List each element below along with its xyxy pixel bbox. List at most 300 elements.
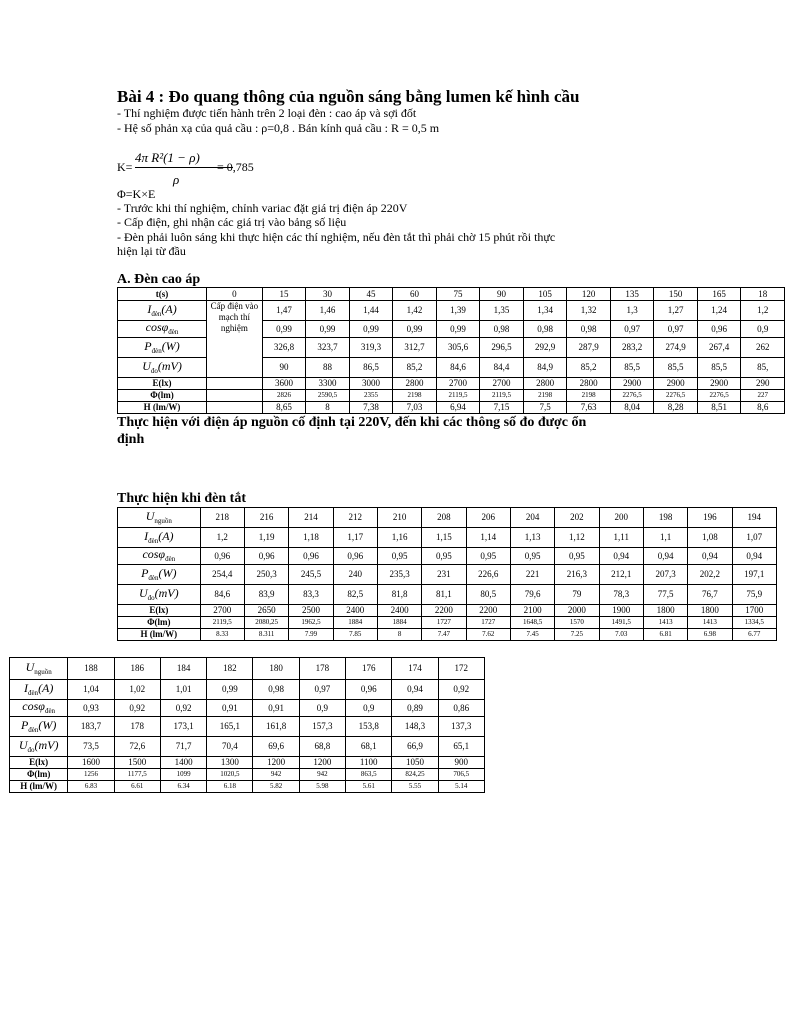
table-cell: 250,3 xyxy=(244,565,288,585)
header-label: $U_{nguồn}$ xyxy=(118,508,201,528)
table-row xyxy=(10,700,485,717)
table-cell: 85,5 xyxy=(610,358,654,378)
table-cell: 1648,5 xyxy=(510,617,554,629)
table-cell: 1,02 xyxy=(114,680,160,700)
table-cell: 2119,5 xyxy=(200,617,244,629)
table-cell: 312,7 xyxy=(393,338,437,358)
table-row xyxy=(118,629,777,641)
table-cell: 0,99 xyxy=(393,321,437,338)
table-cell: 0,86 xyxy=(438,700,484,717)
table-cell: 0,9 xyxy=(741,321,785,338)
table-cell: 1,3 xyxy=(610,301,654,321)
instruction-1: - Trước khi thí nghiệm, chỉnh variac đặt giá trị điện áp 220V xyxy=(117,201,408,215)
table-cell: 1,11 xyxy=(599,528,643,548)
row-label: $U_{đo}(mV)$ xyxy=(10,737,68,757)
section-a-heading: A. Đèn cao áp xyxy=(117,272,201,287)
row-label: E(lx) xyxy=(118,378,207,390)
table-cell: 0,98 xyxy=(480,321,524,338)
header-cell: 218 xyxy=(200,508,244,528)
header-cell: 135 xyxy=(610,288,654,301)
table-cell: 2500 xyxy=(289,605,333,617)
table-cell: 1884 xyxy=(333,617,377,629)
page-title: Bài 4 : Đo quang thông của nguồn sáng bằng lumen kế hình cầu xyxy=(117,87,580,106)
header-cell: 194 xyxy=(732,508,776,528)
table-cell: 1177,5 xyxy=(114,769,160,781)
header-cell: 196 xyxy=(688,508,732,528)
table-cell: 0,95 xyxy=(422,548,466,565)
table-cell: 1900 xyxy=(599,605,643,617)
table-cell: 0,94 xyxy=(599,548,643,565)
table-cell: 942 xyxy=(299,769,345,781)
table-cell: 0,91 xyxy=(207,700,253,717)
header-label: t(s) xyxy=(118,288,207,301)
table-cell: 1200 xyxy=(299,757,345,769)
table-cell: 183,7 xyxy=(68,717,114,737)
table-cell: 1099 xyxy=(160,769,206,781)
table-cell: 283,2 xyxy=(610,338,654,358)
table-cell: 2355 xyxy=(349,390,393,402)
table-cell: 85,2 xyxy=(567,358,611,378)
table-cell: 85,2 xyxy=(393,358,437,378)
table-cell: 1413 xyxy=(643,617,687,629)
formula-k xyxy=(117,150,317,190)
table-cell: 1,07 xyxy=(732,528,776,548)
table-cell: 5.98 xyxy=(299,781,345,793)
table-cell: 197,1 xyxy=(732,565,776,585)
table-cell: 0,95 xyxy=(510,548,554,565)
table-cell: 84,4 xyxy=(480,358,524,378)
table-cell: 1962,5 xyxy=(289,617,333,629)
table-cell: 226,6 xyxy=(466,565,510,585)
table-cell: 2276,5 xyxy=(654,390,698,402)
table-row xyxy=(10,769,485,781)
table-row xyxy=(118,585,777,605)
row-label: $P_{đèn}(W)$ xyxy=(118,338,207,358)
table-cell: 1,08 xyxy=(688,528,732,548)
table-cell: 2400 xyxy=(377,605,421,617)
table-cell: 863,5 xyxy=(346,769,392,781)
table-cell: 2200 xyxy=(422,605,466,617)
table-cell: 2000 xyxy=(555,605,599,617)
table-cell: 6.81 xyxy=(643,629,687,641)
row-label: E(lx) xyxy=(118,605,201,617)
table-cell: 7.99 xyxy=(289,629,333,641)
table-cell: 90 xyxy=(262,358,306,378)
table-cell: 84,6 xyxy=(200,585,244,605)
formula-k-value: = 0,785 xyxy=(217,160,254,174)
table-cell: 305,6 xyxy=(436,338,480,358)
table-cell: 290 xyxy=(741,378,785,390)
header-cell: 180 xyxy=(253,658,299,680)
table-cell: 7.03 xyxy=(599,629,643,641)
table-cell: 1,39 xyxy=(436,301,480,321)
table-cell: 326,8 xyxy=(262,338,306,358)
row-label: cosφ$_{đèn}$ xyxy=(10,700,68,717)
table-cell: 2080,25 xyxy=(244,617,288,629)
table-cell: 0,92 xyxy=(438,680,484,700)
table-cell: 5.82 xyxy=(253,781,299,793)
header-cell: 182 xyxy=(207,658,253,680)
table-cell: 1800 xyxy=(643,605,687,617)
table-cell: 0,99 xyxy=(262,321,306,338)
table-cell: 6.34 xyxy=(160,781,206,793)
header-cell: 120 xyxy=(567,288,611,301)
table-cell: 82,5 xyxy=(333,585,377,605)
table-cell: 66,9 xyxy=(392,737,438,757)
row-label: cosφ$_{đèn}$ xyxy=(118,548,201,565)
table-row xyxy=(118,390,785,402)
row-label: $I_{đèn}(A)$ xyxy=(118,301,207,321)
header-cell: 45 xyxy=(349,288,393,301)
row-label: H (lm/W) xyxy=(10,781,68,793)
table-cell: 1,35 xyxy=(480,301,524,321)
table-cell: 1800 xyxy=(688,605,732,617)
table-cell: 2100 xyxy=(510,605,554,617)
table-cell: 78,3 xyxy=(599,585,643,605)
table-cell: 2400 xyxy=(333,605,377,617)
table-row xyxy=(118,617,777,629)
header-cell: 186 xyxy=(114,658,160,680)
table-cell: 942 xyxy=(253,769,299,781)
table-cell: 2119,5 xyxy=(436,390,480,402)
table-cell: 137,3 xyxy=(438,717,484,737)
table-row xyxy=(10,680,485,700)
row-label: $P_{đèn}(W)$ xyxy=(118,565,201,585)
table-cell: 2650 xyxy=(244,605,288,617)
table-cell: 6.77 xyxy=(732,629,776,641)
table-cell: 221 xyxy=(510,565,554,585)
table-cell: 1,12 xyxy=(555,528,599,548)
table-cell: 1400 xyxy=(160,757,206,769)
merged-note-cell: Cấp điện vào mạch thí nghiệm xyxy=(207,301,263,378)
table-cell: 0,98 xyxy=(253,680,299,700)
table-cell: 0,93 xyxy=(68,700,114,717)
table-cell: 1884 xyxy=(377,617,421,629)
table-cell: 0,99 xyxy=(306,321,350,338)
header-cell: 90 xyxy=(480,288,524,301)
table-cell: 207,3 xyxy=(643,565,687,585)
table-cell: 8.33 xyxy=(200,629,244,641)
table-cell: 231 xyxy=(422,565,466,585)
table-cell: 2276,5 xyxy=(610,390,654,402)
table-cell: 254,4 xyxy=(200,565,244,585)
table-cell: 1500 xyxy=(114,757,160,769)
table-cell: 7.62 xyxy=(466,629,510,641)
table-cell: 0,96 xyxy=(333,548,377,565)
table-cell: 2900 xyxy=(610,378,654,390)
table-cell: 1491,5 xyxy=(599,617,643,629)
table-cell: 2800 xyxy=(567,378,611,390)
table-cell: 157,3 xyxy=(299,717,345,737)
header-cell: 75 xyxy=(436,288,480,301)
table-cell: 0,97 xyxy=(299,680,345,700)
table-cell: 262 xyxy=(741,338,785,358)
header-cell: 200 xyxy=(599,508,643,528)
table-cell: 3600 xyxy=(262,378,306,390)
table-cell: 1,15 xyxy=(422,528,466,548)
table-cell: 178 xyxy=(114,717,160,737)
table-row xyxy=(118,605,777,617)
row-label: $I_{đèn}(A)$ xyxy=(10,680,68,700)
table-cell: 70,4 xyxy=(207,737,253,757)
table-cell: 75,9 xyxy=(732,585,776,605)
table-row xyxy=(118,301,785,321)
table-cell: 86,5 xyxy=(349,358,393,378)
table-cell: 68,1 xyxy=(346,737,392,757)
table-cell: 1,47 xyxy=(262,301,306,321)
header-cell: 210 xyxy=(377,508,421,528)
table-cell: 5.14 xyxy=(438,781,484,793)
header-cell: 30 xyxy=(306,288,350,301)
table-cell: 80,5 xyxy=(466,585,510,605)
table-cell: 1,32 xyxy=(567,301,611,321)
table-cell: 0,91 xyxy=(253,700,299,717)
table-cell: 1,42 xyxy=(393,301,437,321)
header-cell: 105 xyxy=(523,288,567,301)
header-cell: 165 xyxy=(697,288,741,301)
table-cell: 0,96 xyxy=(200,548,244,565)
table-cell: 1727 xyxy=(422,617,466,629)
table-cell: 0,95 xyxy=(555,548,599,565)
section-off-heading: Thực hiện khi đèn tắt xyxy=(117,491,246,506)
table-cell: 900 xyxy=(438,757,484,769)
header-cell: 216 xyxy=(244,508,288,528)
table-cell: 1,27 xyxy=(654,301,698,321)
header-cell: 15 xyxy=(262,288,306,301)
table-cell: 68,8 xyxy=(299,737,345,757)
table-cell: 0,98 xyxy=(567,321,611,338)
row-label: $U_{đo}(mV)$ xyxy=(118,358,207,378)
table-cell: 2900 xyxy=(654,378,698,390)
row-label: Φ(lm) xyxy=(118,617,201,629)
header-cell: 172 xyxy=(438,658,484,680)
table-cell: 0,96 xyxy=(346,680,392,700)
table-cell: 0,94 xyxy=(392,680,438,700)
row-label: E(lx) xyxy=(10,757,68,769)
table-cell: 267,4 xyxy=(697,338,741,358)
table-row xyxy=(10,737,485,757)
note-fixed-voltage-cont: định xyxy=(117,432,145,447)
table-cell: 0,97 xyxy=(654,321,698,338)
table-cell: 1600 xyxy=(68,757,114,769)
table-cell: 1570 xyxy=(555,617,599,629)
table-cell: 173,1 xyxy=(160,717,206,737)
table-cell: 235,3 xyxy=(377,565,421,585)
table-cell: 2800 xyxy=(393,378,437,390)
table-cell: 6,94 xyxy=(436,402,480,414)
table-cell: 1,17 xyxy=(333,528,377,548)
table-cell: 148,3 xyxy=(392,717,438,737)
table-cell: 0,95 xyxy=(466,548,510,565)
table-cell: 0,96 xyxy=(244,548,288,565)
table-cell: 0,94 xyxy=(688,548,732,565)
table-cell: 0,92 xyxy=(160,700,206,717)
table-cell: 79 xyxy=(555,585,599,605)
header-cell: 178 xyxy=(299,658,345,680)
header-cell: 18 xyxy=(741,288,785,301)
table-cell: 7,5 xyxy=(523,402,567,414)
header-label: $U_{nguồn}$ xyxy=(10,658,68,680)
note-fixed-voltage: Thực hiện với điện áp nguồn cố định tại 220V, đến khi các thông số đo được ổn xyxy=(117,415,587,430)
table-cell: 81,1 xyxy=(422,585,466,605)
table-cell: 240 xyxy=(333,565,377,585)
table-cell: 0,92 xyxy=(114,700,160,717)
intro-line-2: - Hệ số phản xạ của quả cầu : ρ=0,8 . Bán kính quả cầu : R = 0,5 m xyxy=(117,121,440,135)
table-cell: 292,9 xyxy=(523,338,567,358)
table-cell: 1,19 xyxy=(244,528,288,548)
table-cell: 0,99 xyxy=(436,321,480,338)
row-label: $U_{đo}(mV)$ xyxy=(118,585,201,605)
table-cell: 1,1 xyxy=(643,528,687,548)
header-cell: 174 xyxy=(392,658,438,680)
row-label: Φ(lm) xyxy=(10,769,68,781)
table-cell: 2200 xyxy=(466,605,510,617)
row-label: cosφ$_{đèn}$ xyxy=(118,321,207,338)
table-cell: 1,24 xyxy=(697,301,741,321)
row-label: H (lm/W) xyxy=(118,402,207,414)
empty-cell xyxy=(207,390,263,402)
table-cell: 8.311 xyxy=(244,629,288,641)
table-row xyxy=(10,781,485,793)
instruction-4: hiện lại từ đầu xyxy=(117,244,186,258)
table-cell: 2198 xyxy=(393,390,437,402)
table-cell: 71,7 xyxy=(160,737,206,757)
table-cell: 0,94 xyxy=(643,548,687,565)
header-cell: 150 xyxy=(654,288,698,301)
table-cell: 7,03 xyxy=(393,402,437,414)
table-cell: 77,5 xyxy=(643,585,687,605)
table-cell: 2700 xyxy=(480,378,524,390)
table-lamp-off-1 xyxy=(117,507,777,641)
table-cell: 1,13 xyxy=(510,528,554,548)
table-cell: 1,2 xyxy=(741,301,785,321)
table-cell: 2590,5 xyxy=(306,390,350,402)
header-cell: 204 xyxy=(510,508,554,528)
table-cell: 1020,5 xyxy=(207,769,253,781)
row-label: H (lm/W) xyxy=(118,629,201,641)
table-cell: 1100 xyxy=(346,757,392,769)
table-cell: 0,94 xyxy=(732,548,776,565)
table-cell: 76,7 xyxy=(688,585,732,605)
header-cell: 60 xyxy=(393,288,437,301)
formula-phi: Φ=K×E xyxy=(117,187,156,201)
table-cell: 72,6 xyxy=(114,737,160,757)
table-row xyxy=(10,757,485,769)
table-cell: 6.83 xyxy=(68,781,114,793)
table-cell: 3000 xyxy=(349,378,393,390)
table-cell: 1727 xyxy=(466,617,510,629)
table-cell: 8,04 xyxy=(610,402,654,414)
table-cell: 1,16 xyxy=(377,528,421,548)
instruction-3: - Đèn phải luôn sáng khi thực hiện các thí nghiệm, nếu đèn tắt thì phải chờ 15 phút rồi thực xyxy=(117,230,556,244)
table-cell: 83,9 xyxy=(244,585,288,605)
row-label: $P_{đèn}(W)$ xyxy=(10,717,68,737)
table-cell: 8 xyxy=(377,629,421,641)
header-cell: 198 xyxy=(643,508,687,528)
table-cell: 1,34 xyxy=(523,301,567,321)
table-cell: 85, xyxy=(741,358,785,378)
header-cell: 0 xyxy=(207,288,263,301)
table-cell: 6.18 xyxy=(207,781,253,793)
table-cell: 2800 xyxy=(523,378,567,390)
table-cell: 5.55 xyxy=(392,781,438,793)
table-cell: 7.45 xyxy=(510,629,554,641)
table-row xyxy=(118,402,785,414)
table-cell: 323,7 xyxy=(306,338,350,358)
header-cell: 206 xyxy=(466,508,510,528)
table-cell: 1,18 xyxy=(289,528,333,548)
table-cell: 2198 xyxy=(567,390,611,402)
table-lamp-off-2 xyxy=(9,657,485,793)
table-cell: 274,9 xyxy=(654,338,698,358)
header-cell: 212 xyxy=(333,508,377,528)
table-cell: 0,9 xyxy=(299,700,345,717)
table-cell: 212,1 xyxy=(599,565,643,585)
table-cell: 79,6 xyxy=(510,585,554,605)
table-row xyxy=(10,717,485,737)
table-cell: 8,28 xyxy=(654,402,698,414)
table-cell: 824,25 xyxy=(392,769,438,781)
table-cell: 1,04 xyxy=(68,680,114,700)
table-cell: 84,6 xyxy=(436,358,480,378)
table-cell: 165,1 xyxy=(207,717,253,737)
table-cell: 0,89 xyxy=(392,700,438,717)
table-row xyxy=(118,528,777,548)
table-cell: 8,65 xyxy=(262,402,306,414)
table-cell: 7.85 xyxy=(333,629,377,641)
table-cell: 0,98 xyxy=(523,321,567,338)
table-cell: 1334,5 xyxy=(732,617,776,629)
table-cell: 69,6 xyxy=(253,737,299,757)
table-cell: 1,46 xyxy=(306,301,350,321)
row-label: Φ(lm) xyxy=(118,390,207,402)
table-cell: 1,14 xyxy=(466,528,510,548)
table-row xyxy=(118,378,785,390)
formula-k-numerator: 4π R²(1 − ρ) xyxy=(135,150,200,165)
table-cell: 7.25 xyxy=(555,629,599,641)
table-cell: 1,44 xyxy=(349,301,393,321)
table-cell: 0,96 xyxy=(289,548,333,565)
table-cell: 7,15 xyxy=(480,402,524,414)
table-cell: 2900 xyxy=(697,378,741,390)
table-cell: 2700 xyxy=(200,605,244,617)
header-cell: 176 xyxy=(346,658,392,680)
formula-k-prefix: K= xyxy=(117,160,133,174)
table-cell: 1,01 xyxy=(160,680,206,700)
table-cell: 88 xyxy=(306,358,350,378)
table-cell: 2198 xyxy=(523,390,567,402)
table-cell: 296,5 xyxy=(480,338,524,358)
table-cell: 2276,5 xyxy=(697,390,741,402)
row-label: $I_{đèn}(A)$ xyxy=(118,528,201,548)
table-cell: 8,51 xyxy=(697,402,741,414)
table-cell: 287,9 xyxy=(567,338,611,358)
table-cell: 0,97 xyxy=(610,321,654,338)
table-cell: 0,95 xyxy=(377,548,421,565)
table-cell: 1700 xyxy=(732,605,776,617)
table-cell: 2700 xyxy=(436,378,480,390)
header-cell: 214 xyxy=(289,508,333,528)
header-cell: 202 xyxy=(555,508,599,528)
table-cell: 0,9 xyxy=(346,700,392,717)
empty-cell xyxy=(207,402,263,414)
header-cell: 208 xyxy=(422,508,466,528)
table-cell: 85,5 xyxy=(654,358,698,378)
table-cell: 8 xyxy=(306,402,350,414)
table-cell: 1,2 xyxy=(200,528,244,548)
table-cell: 81,8 xyxy=(377,585,421,605)
header-cell: 184 xyxy=(160,658,206,680)
